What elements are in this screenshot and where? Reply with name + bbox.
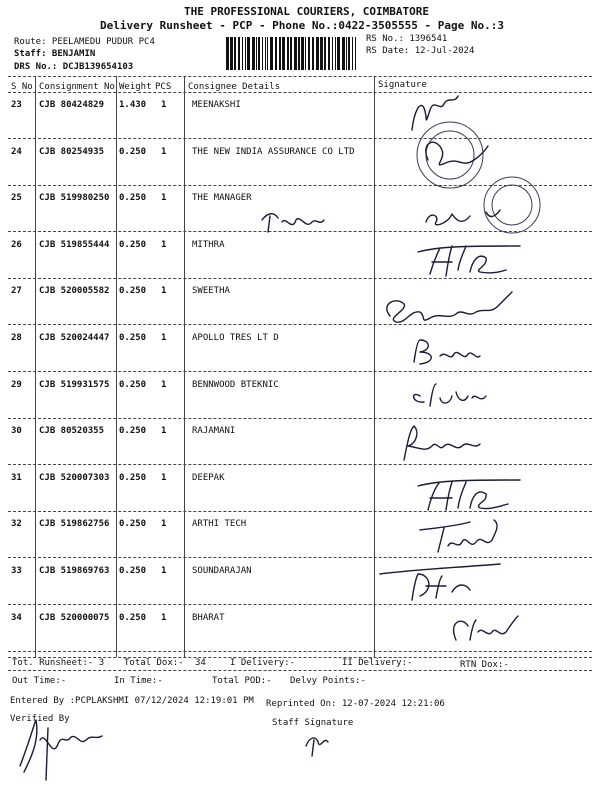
row-pcs: 1 xyxy=(161,426,167,436)
col-header-weight: Weight xyxy=(119,82,152,92)
row-consignee: THE NEW INDIA ASSURANCE CO LTD xyxy=(192,147,355,157)
ii-delivery: II Delivery:- xyxy=(342,658,413,668)
row-weight: 1.430 xyxy=(119,100,147,110)
entered-by: Entered By :PCPLAKSHMI 07/12/2024 12:19:01 PM xyxy=(10,696,254,706)
row-consignment-no: CJB 519855444 xyxy=(39,240,110,250)
row-consignment-no: CJB 519980250 xyxy=(39,193,110,203)
row-pcs: 1 xyxy=(161,519,167,529)
row-sno: 30 xyxy=(11,426,22,436)
total-dox-value: 34 xyxy=(195,658,206,668)
col-header-pcs: PCS xyxy=(155,82,172,92)
row-weight: 0.250 xyxy=(119,566,147,576)
row-consignee: SWEETHA xyxy=(192,286,230,296)
rs-number: RS No.: 1396541 xyxy=(366,34,448,44)
row-consignee: MEENAKSHI xyxy=(192,100,241,110)
row-sno: 25 xyxy=(11,193,22,203)
row-weight: 0.250 xyxy=(119,473,147,483)
row-consignee: SOUNDARAJAN xyxy=(192,566,252,576)
row-weight: 0.250 xyxy=(119,333,147,343)
row-consignee: BHARAT xyxy=(192,613,225,623)
row-pcs: 1 xyxy=(161,147,167,157)
row-pcs: 1 xyxy=(161,286,167,296)
row-sno: 34 xyxy=(11,613,22,623)
row-weight: 0.250 xyxy=(119,286,147,296)
row-sno: 26 xyxy=(11,240,22,250)
row-weight: 0.250 xyxy=(119,193,147,203)
out-time: Out Time:- xyxy=(12,676,67,686)
row-pcs: 1 xyxy=(161,240,167,250)
row-sno: 32 xyxy=(11,519,22,529)
row-pcs: 1 xyxy=(161,380,167,390)
staff-signature: Staff Signature xyxy=(272,718,354,728)
total-dox-label: Total Dox:- xyxy=(124,658,184,668)
row-consignment-no: CJB 519869763 xyxy=(39,566,110,576)
row-weight: 0.250 xyxy=(119,613,147,623)
row-pcs: 1 xyxy=(161,333,167,343)
row-consignment-no: CJB 80424829 xyxy=(39,100,105,110)
delvy-points: Delvy Points:- xyxy=(290,676,366,686)
rs-date: RS Date: 12-Jul-2024 xyxy=(366,46,475,56)
row-consignment-no: CJB 519862756 xyxy=(39,519,110,529)
row-consignee: APOLLO TRES LT D xyxy=(192,333,279,343)
row-consignment-no: CJB 80520355 xyxy=(39,426,105,436)
row-weight: 0.250 xyxy=(119,426,147,436)
row-consignee: BENNWOOD BTEKNIC xyxy=(192,380,279,390)
col-header-signature: Signature xyxy=(378,80,427,90)
totals-mid-rule xyxy=(8,670,592,671)
row-consignment-no: CJB 519931575 xyxy=(39,380,110,390)
title-line1: THE PROFESSIONAL COURIERS, COIMBATORE xyxy=(184,5,430,18)
row-pcs: 1 xyxy=(161,100,167,110)
in-time: In Time:- xyxy=(114,676,163,686)
row-sno: 24 xyxy=(11,147,22,157)
row-sno: 29 xyxy=(11,380,22,390)
title-line2: Delivery Runsheet - PCP - Phone No.:0422-3505555 - Page No.:3 xyxy=(100,19,504,32)
row-consignment-no: CJB 520007303 xyxy=(39,473,110,483)
row-consignee: MITHRA xyxy=(192,240,225,250)
col-header-consignment: Consignment No xyxy=(39,82,115,92)
row-sno: 31 xyxy=(11,473,22,483)
row-weight: 0.250 xyxy=(119,519,147,529)
drs-number: DRS No.: DCJB139654103 xyxy=(14,62,134,72)
row-consignment-no: CJB 520000075 xyxy=(39,613,110,623)
route-label: Route: PEELAMEDU PUDUR PC4 xyxy=(14,37,155,47)
row-pcs: 1 xyxy=(161,193,167,203)
row-consignment-no: CJB 520005582 xyxy=(39,286,110,296)
row-consignment-no: CJB 520024447 xyxy=(39,333,110,343)
row-pcs: 1 xyxy=(161,566,167,576)
reprinted-on: Reprinted On: 12-07-2024 12:21:06 xyxy=(266,699,445,709)
i-delivery: I Delivery:- xyxy=(230,658,296,668)
row-pcs: 1 xyxy=(161,473,167,483)
row-pcs: 1 xyxy=(161,613,167,623)
row-sno: 23 xyxy=(11,100,22,110)
row-consignee: DEEPAK xyxy=(192,473,225,483)
total-pod: Total POD:- xyxy=(212,676,272,686)
verified-by: Verified By xyxy=(10,714,70,724)
row-consignee: THE MANAGER xyxy=(192,193,252,203)
row-sno: 33 xyxy=(11,566,22,576)
row-weight: 0.250 xyxy=(119,240,147,250)
col-header-consignee: Consignee Details xyxy=(188,82,281,92)
col-header-sno: S No xyxy=(11,82,33,92)
row-consignment-no: CJB 80254935 xyxy=(39,147,105,157)
row-sno: 28 xyxy=(11,333,22,343)
rtn-dox: RTN Dox:- xyxy=(460,660,509,670)
row-weight: 0.250 xyxy=(119,147,147,157)
row-sno: 27 xyxy=(11,286,22,296)
row-weight: 0.250 xyxy=(119,380,147,390)
row-consignee: RAJAMANI xyxy=(192,426,236,436)
tot-runsheet: Tot. Runsheet:- 3 xyxy=(12,658,105,668)
staff-label: Staff: BENJAMIN xyxy=(14,49,96,59)
row-consignee: ARTHI TECH xyxy=(192,519,247,529)
